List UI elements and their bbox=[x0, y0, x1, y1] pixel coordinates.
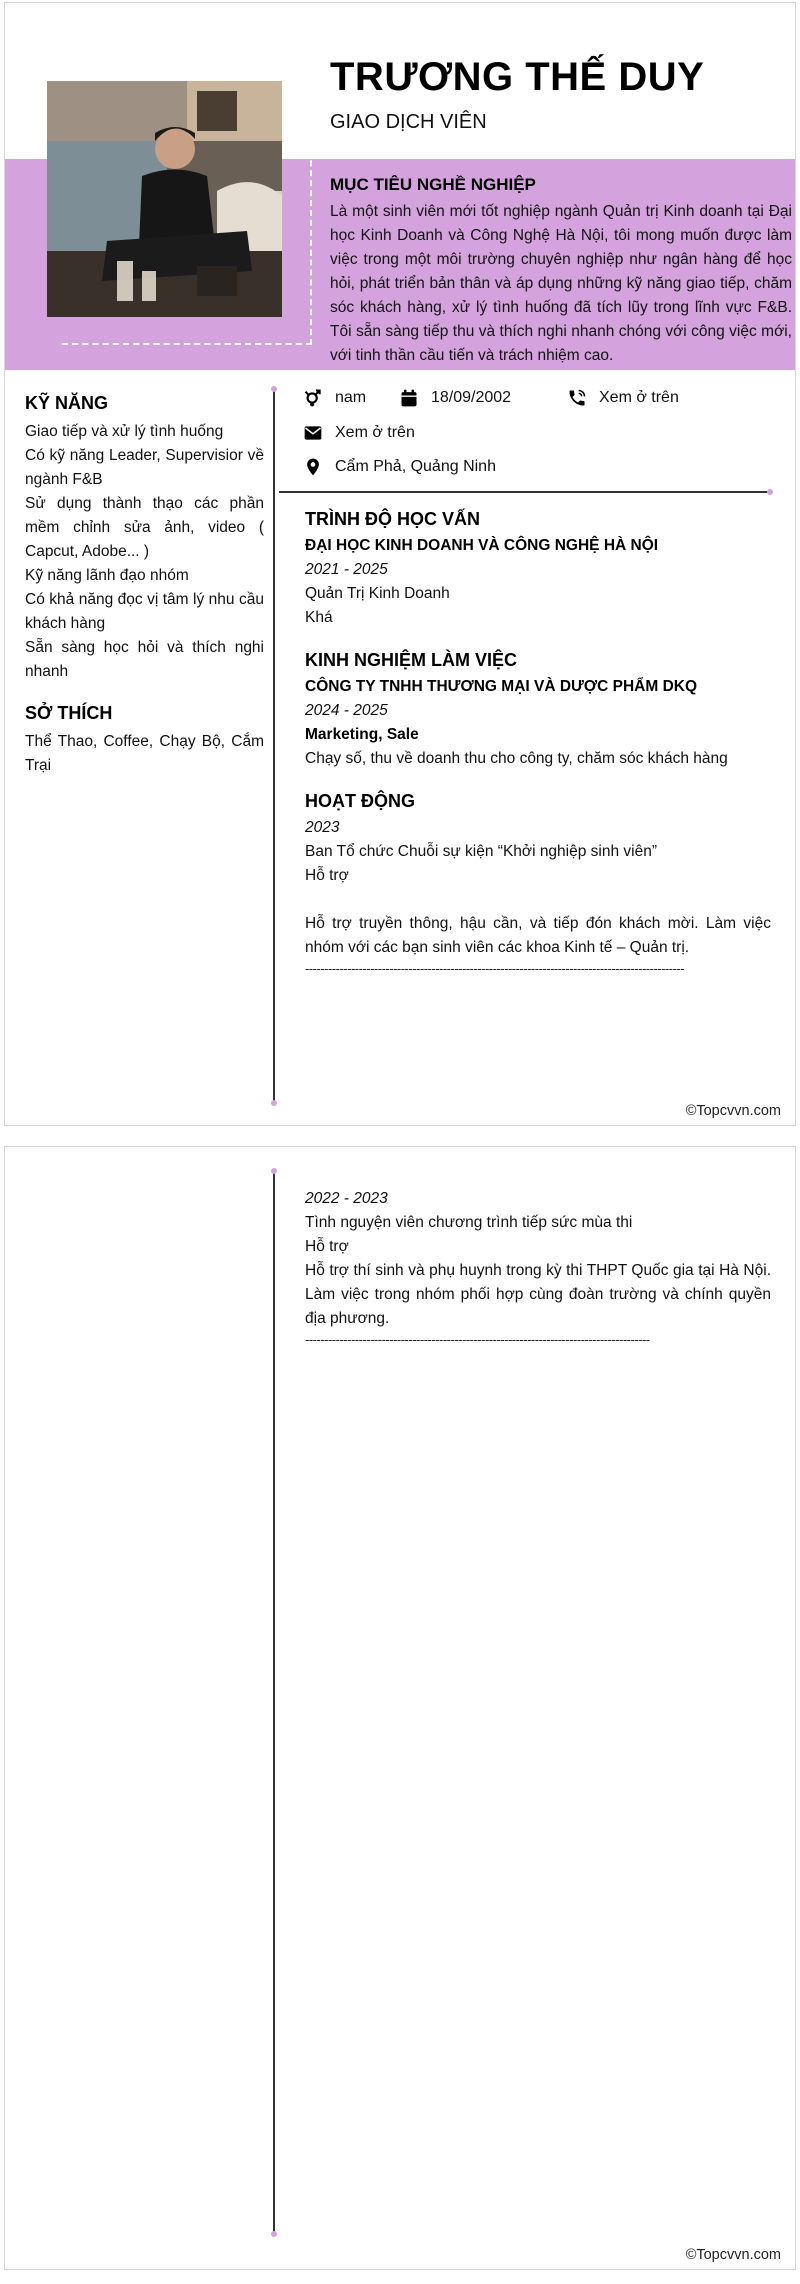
footer-brand: ©Topcvvn.com bbox=[685, 2247, 781, 2263]
activity-description: Hỗ trợ truyền thông, hậu cần, và tiếp đón khách mời. Làm việc nhóm với các bạn sinh viên các khoa Kinh tế – Quản trị. bbox=[305, 915, 771, 956]
candidate-name: TRƯƠNG THẾ DUY bbox=[330, 55, 705, 99]
activity-separator: ------------------------------------------------------------------------------------------ bbox=[305, 1332, 650, 1347]
skills-heading: KỸ NĂNG bbox=[25, 393, 109, 413]
activity-period: 2022 - 2023 bbox=[305, 1190, 388, 1207]
contact-gender bbox=[303, 388, 366, 408]
activities-section bbox=[305, 791, 771, 978]
education-heading: TRÌNH ĐỘ HỌC VẤN bbox=[305, 509, 480, 529]
activity-title: Tình nguyện viên chương trình tiếp sức mùa thi bbox=[305, 1214, 633, 1231]
skill-item: Có kỹ năng Leader, Supervisior về ngành F&B bbox=[25, 447, 264, 488]
timeline-dot bbox=[767, 489, 773, 495]
timeline-vertical-line bbox=[273, 389, 275, 1105]
experience-period: 2024 - 2025 bbox=[305, 702, 388, 719]
activity-role: Hỗ trợ bbox=[305, 1238, 349, 1255]
profile-photo bbox=[47, 81, 282, 317]
calendar-icon bbox=[399, 388, 419, 408]
education-school: ĐẠI HỌC KINH DOANH VÀ CÔNG NGHỆ HÀ NỘI bbox=[305, 537, 659, 554]
education-section bbox=[305, 509, 771, 630]
timeline-dot bbox=[271, 386, 277, 392]
activity-description: Hỗ trợ thí sinh và phụ huynh trong kỳ thi THPT Quốc gia tại Hà Nội. Làm việc trong nhóm phối hợp cùng đoàn trường và chính quyền địa phương. bbox=[305, 1262, 771, 1327]
contact-divider bbox=[279, 491, 771, 493]
footer-brand: ©Topcvvn.com bbox=[685, 1103, 781, 1119]
profile-photo-frame bbox=[47, 81, 312, 345]
contact-email bbox=[303, 423, 415, 443]
hobbies-text: Thể Thao, Coffee, Chạy Bộ, Cắm Trại bbox=[25, 733, 264, 774]
skill-item: Sẵn sàng học hỏi và thích nghi nhanh bbox=[25, 639, 264, 680]
timeline-dot bbox=[271, 2231, 277, 2237]
education-grade: Khá bbox=[305, 609, 333, 626]
candidate-job-title: GIAO DỊCH VIÊN bbox=[330, 111, 487, 133]
cv-page-1 bbox=[4, 2, 796, 1126]
experience-company: CÔNG TY TNHH THƯƠNG MẠI VÀ DƯỢC PHẨM DKQ bbox=[305, 678, 698, 695]
contact-phone bbox=[567, 388, 679, 408]
activity-role: Hỗ trợ bbox=[305, 867, 349, 884]
activity-title: Ban Tổ chức Chuỗi sự kiện “Khởi nghiệp sinh viên” bbox=[305, 843, 658, 860]
hobbies-section bbox=[25, 703, 264, 778]
gender-value: nam bbox=[335, 389, 367, 406]
education-period: 2021 - 2025 bbox=[305, 561, 388, 578]
skills-section bbox=[25, 393, 264, 684]
skill-item: Kỹ năng lãnh đạo nhóm bbox=[25, 567, 189, 584]
objective-text: Là một sinh viên mới tốt nghiệp ngành Quản trị Kinh doanh tại Đại học Kinh Doanh và Công Nghệ Hà Nội, tôi mong muốn được làm việc trong một môi trường chuyên nghiệp như ngân hàng để học hỏi, phát triển bản thân và áp dụng những kỹ năng giao tiếp, chăm sóc khách hàng, xử lý tình huống đã tích lũy trong lĩnh vực F&B. Tôi sẵn sàng tiếp thu và thích nghi nhanh chóng với công việc mới, với tinh thần cầu tiến và trách nhiệm cao. bbox=[330, 203, 792, 364]
phone-value: Xem ở trên bbox=[599, 389, 679, 406]
skill-item: Giao tiếp và xử lý tình huống bbox=[25, 423, 224, 440]
gender-icon bbox=[303, 388, 323, 408]
experience-position: Marketing, Sale bbox=[305, 726, 419, 743]
contact-birthday bbox=[399, 388, 511, 408]
email-value: Xem ở trên bbox=[335, 424, 415, 441]
contact-address bbox=[303, 457, 496, 477]
activities-heading: HOẠT ĐỘNG bbox=[305, 791, 415, 811]
activity-separator: --------------------------------------------------------------------------------------------------- bbox=[305, 961, 685, 976]
experience-heading: KINH NGHIỆM LÀM VIỆC bbox=[305, 650, 518, 670]
birthday-value: 18/09/2002 bbox=[431, 389, 512, 406]
activities-continued bbox=[305, 1187, 771, 1349]
timeline-dot bbox=[271, 1168, 277, 1174]
envelope-icon bbox=[303, 423, 323, 443]
timeline-vertical-line bbox=[273, 1171, 275, 2235]
experience-description: Chạy số, thu về doanh thu cho công ty, chăm sóc khách hàng bbox=[305, 750, 728, 767]
skill-item: Sử dụng thành thạo các phần mềm chỉnh sửa ảnh, video ( Capcut, Adobe... ) bbox=[25, 495, 264, 560]
education-major: Quản Trị Kinh Doanh bbox=[305, 585, 450, 602]
timeline-dot bbox=[271, 1100, 277, 1106]
cv-page-2 bbox=[4, 1146, 796, 2270]
activity-period: 2023 bbox=[305, 819, 340, 836]
phone-icon bbox=[567, 388, 587, 408]
skill-item: Có khả năng đọc vị tâm lý nhu cầu khách hàng bbox=[25, 591, 264, 632]
map-pin-icon bbox=[303, 457, 323, 477]
experience-section bbox=[305, 650, 771, 771]
objective-heading: MỤC TIÊU NGHỀ NGHIỆP bbox=[330, 175, 536, 194]
address-value: Cẩm Phả, Quảng Ninh bbox=[335, 458, 496, 475]
hobbies-heading: SỞ THÍCH bbox=[25, 703, 113, 723]
main-content bbox=[305, 509, 771, 978]
